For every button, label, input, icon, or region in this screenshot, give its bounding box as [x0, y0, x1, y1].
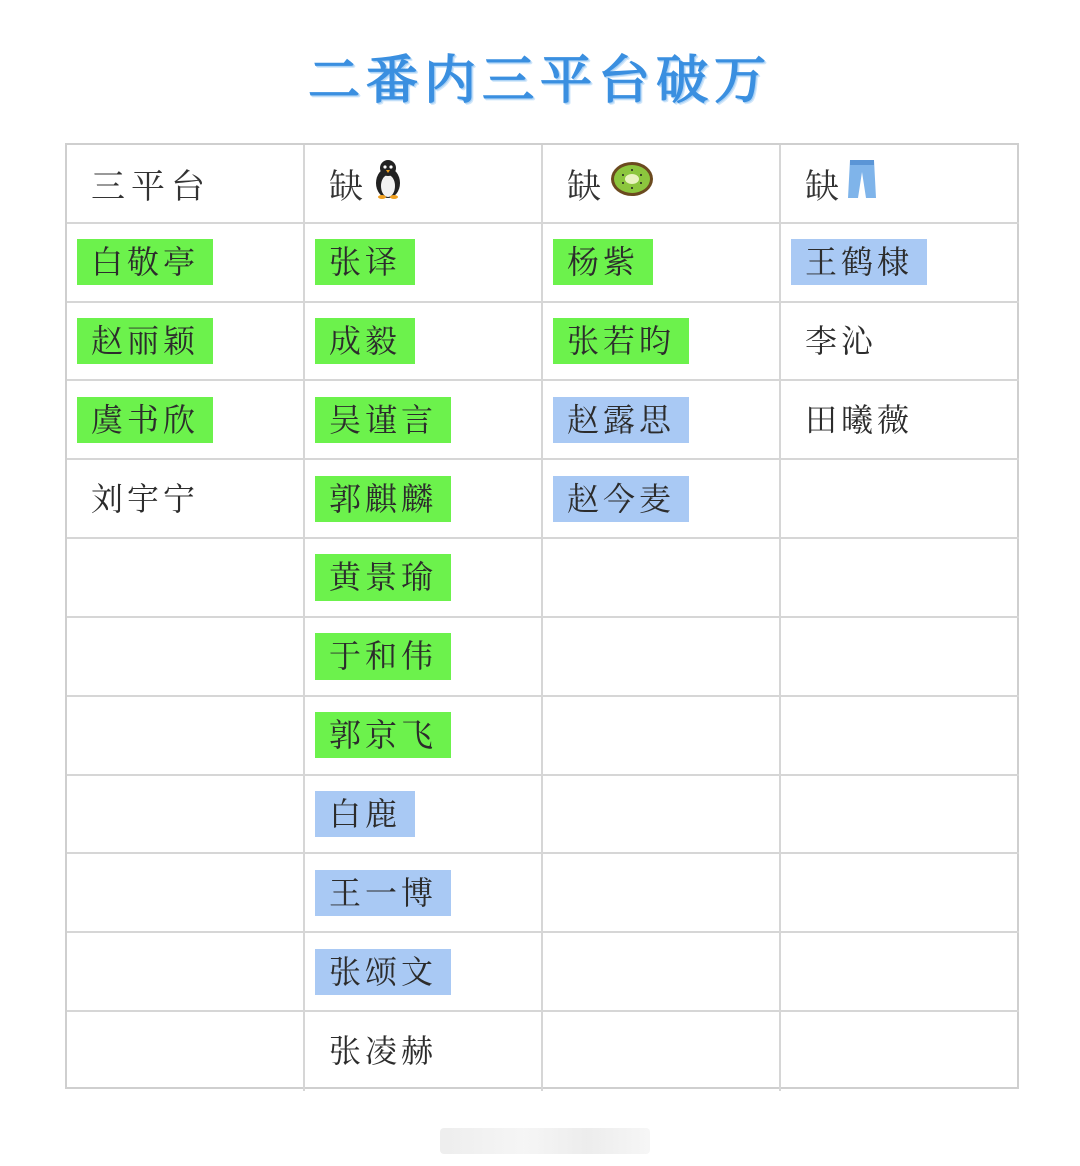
header-text: 三平台 — [91, 166, 211, 207]
name-entry: 吴谨言 — [315, 397, 451, 443]
name-entry: 田曦薇 — [805, 400, 914, 439]
page-title: 二番内三平台破万 — [307, 51, 772, 111]
table-cell — [67, 1012, 305, 1091]
table-cell — [67, 697, 305, 776]
kiwi-icon — [609, 159, 655, 208]
table-cell — [543, 303, 781, 382]
table-cell — [781, 381, 1019, 460]
name-entry: 虞书欣 — [77, 397, 213, 443]
table-cell — [305, 697, 543, 776]
header-text: 缺 — [329, 166, 369, 207]
jeans-icon — [847, 158, 877, 209]
table-cell — [67, 381, 305, 460]
name-entry: 杨紫 — [553, 239, 653, 285]
table-cell — [305, 303, 543, 382]
name-entry: 张若昀 — [553, 318, 689, 364]
header-label — [553, 159, 655, 208]
column-header — [67, 145, 305, 224]
table-cell — [781, 539, 1019, 618]
name-entry: 刘宇宁 — [91, 479, 200, 518]
table-cell — [67, 224, 305, 303]
table-cell — [67, 933, 305, 1012]
table-cell — [67, 303, 305, 382]
header-label — [77, 159, 211, 208]
name-entry: 黄景瑜 — [315, 554, 451, 600]
name-entry: 李沁 — [805, 321, 878, 360]
table-cell — [305, 618, 543, 697]
table-cell — [781, 1012, 1019, 1091]
header-text: 缺 — [567, 166, 607, 207]
table-cell — [781, 460, 1019, 539]
table-cell — [543, 539, 781, 618]
table-cell — [543, 776, 781, 855]
name-entry: 郭麒麟 — [315, 476, 451, 522]
name-entry: 郭京飞 — [315, 712, 451, 758]
table-cell — [543, 618, 781, 697]
name-entry: 白敬亭 — [77, 239, 213, 285]
name-entry: 张颂文 — [315, 949, 451, 995]
header-label — [791, 158, 877, 209]
name-entry: 王鹤棣 — [791, 239, 927, 285]
table-cell — [305, 539, 543, 618]
header-text: 缺 — [805, 166, 845, 207]
name-entry: 赵今麦 — [553, 476, 689, 522]
table-cell — [543, 381, 781, 460]
table-cell — [781, 618, 1019, 697]
name-entry: 白鹿 — [315, 791, 415, 837]
table-cell — [543, 854, 781, 933]
table-cell — [67, 776, 305, 855]
table-cell — [305, 381, 543, 460]
column-header — [543, 145, 781, 224]
header-label — [315, 159, 405, 208]
column-header — [305, 145, 543, 224]
penguin-icon — [371, 159, 405, 208]
table-cell — [543, 460, 781, 539]
table-cell — [67, 460, 305, 539]
name-entry: 成毅 — [315, 318, 415, 364]
table-cell — [543, 933, 781, 1012]
table-cell — [543, 1012, 781, 1091]
name-entry: 张凌赫 — [329, 1032, 438, 1071]
table-cell — [305, 460, 543, 539]
table-cell — [781, 697, 1019, 776]
name-entry: 赵露思 — [553, 397, 689, 443]
name-entry: 于和伟 — [315, 633, 451, 679]
table-cell — [781, 776, 1019, 855]
column-header — [781, 145, 1019, 224]
table-cell — [67, 618, 305, 697]
table-cell — [543, 224, 781, 303]
name-entry: 张译 — [315, 239, 415, 285]
table-cell — [67, 539, 305, 618]
table-cell — [781, 303, 1019, 382]
table-cell — [543, 697, 781, 776]
watermark — [440, 1128, 650, 1154]
table-cell — [305, 854, 543, 933]
table-cell — [305, 776, 543, 855]
name-entry: 赵丽颖 — [77, 318, 213, 364]
name-table — [65, 143, 1019, 1089]
table-cell — [781, 933, 1019, 1012]
table-cell — [67, 854, 305, 933]
table-cell — [781, 224, 1019, 303]
name-entry: 王一博 — [315, 870, 451, 916]
table-cell — [305, 933, 543, 1012]
table-cell — [305, 224, 543, 303]
table-cell — [781, 854, 1019, 933]
table-cell — [305, 1012, 543, 1091]
